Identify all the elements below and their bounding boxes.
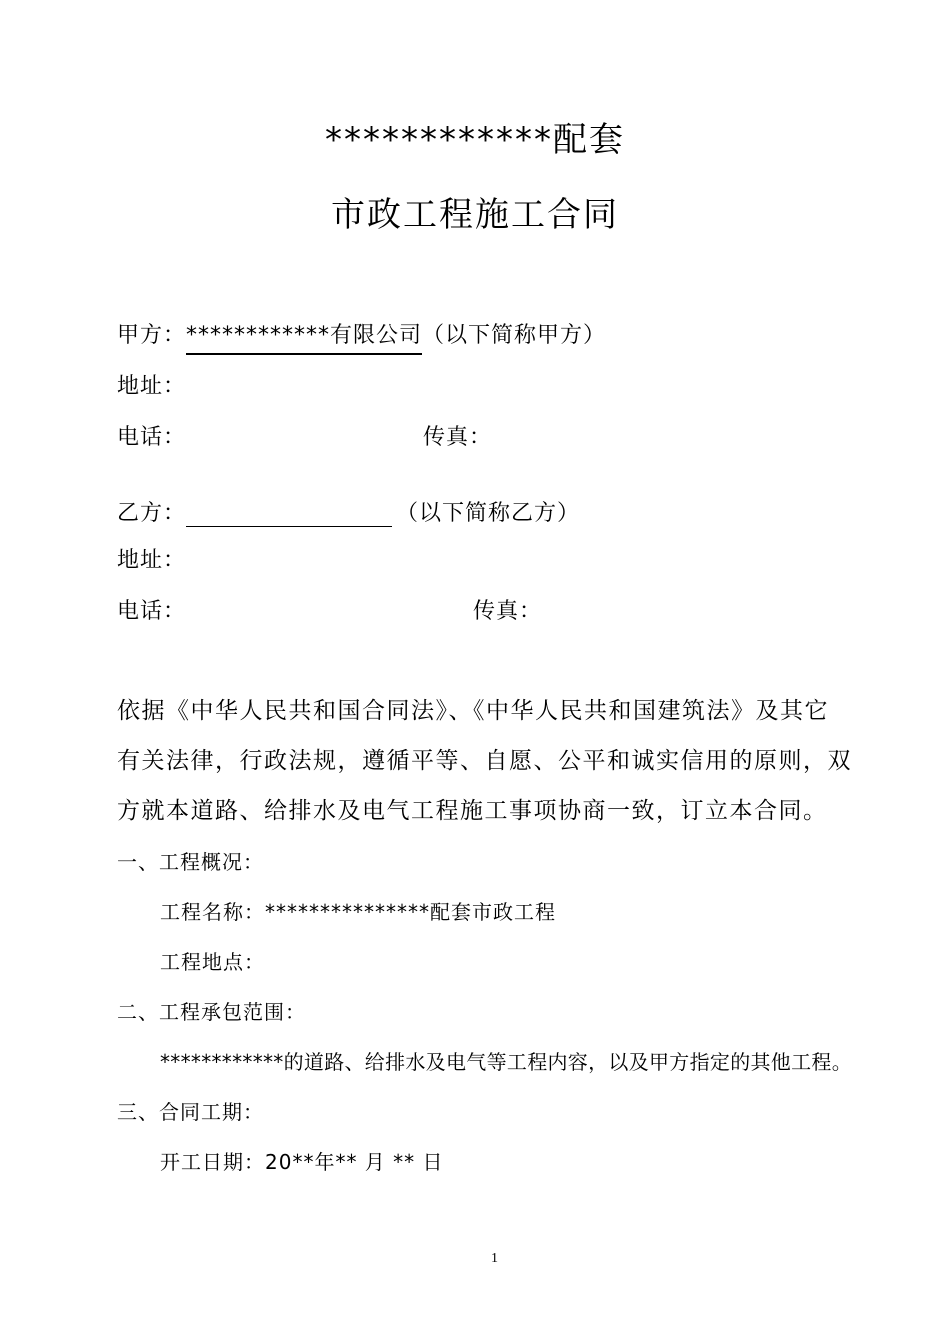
preamble-line-2: 有关法律，行政法规，遵循平等、自愿、公平和诚实信用的原则，双 (117, 748, 852, 774)
section-3-start-date: 开工日期：20**年** 月 ** 日 (160, 1150, 444, 1174)
party-a-phone-label: 电话： (117, 425, 187, 450)
page-number: 1 (491, 1251, 498, 1266)
party-b-address-label: 地址： (117, 548, 187, 573)
party-a-name: ************有限公司 (186, 318, 422, 355)
preamble-line-3: 方就本道路、给排水及电气工程施工事项协商一致，订立本合同。 (117, 798, 828, 824)
title-line-1: ************配套 (325, 120, 625, 160)
section-1-title: 一、工程概况： (117, 850, 264, 874)
title-line-2: 市政工程施工合同 (331, 195, 619, 235)
section-2-content: ************的道路、给排水及电气等工程内容，以及甲方指定的其他工程。 (160, 1050, 852, 1074)
party-a-fax-label: 传真： (423, 425, 493, 450)
party-a-suffix: （以下简称甲方） (422, 323, 607, 348)
section-1-project-name: 工程名称：***************配套市政工程 (160, 900, 556, 924)
section-3-title: 三、合同工期： (117, 1100, 264, 1124)
section-1-project-location: 工程地点： (160, 950, 265, 974)
party-b-suffix: （以下简称乙方） (396, 501, 581, 526)
party-a-row (117, 318, 606, 355)
party-b-phone-label: 电话： (117, 599, 187, 624)
party-a-address-label: 地址： (117, 374, 187, 399)
party-b-label: 乙方： (117, 501, 187, 526)
party-a-label: 甲方： (117, 323, 187, 348)
preamble-line-1: 依据《中华人民共和国合同法》、《中华人民共和国建筑法》及其它 (117, 698, 829, 724)
party-b-fax-label: 传真： (473, 599, 543, 624)
party-b-row (117, 494, 580, 527)
party-b-name-blank (186, 494, 392, 527)
section-2-title: 二、工程承包范围： (117, 1000, 306, 1024)
